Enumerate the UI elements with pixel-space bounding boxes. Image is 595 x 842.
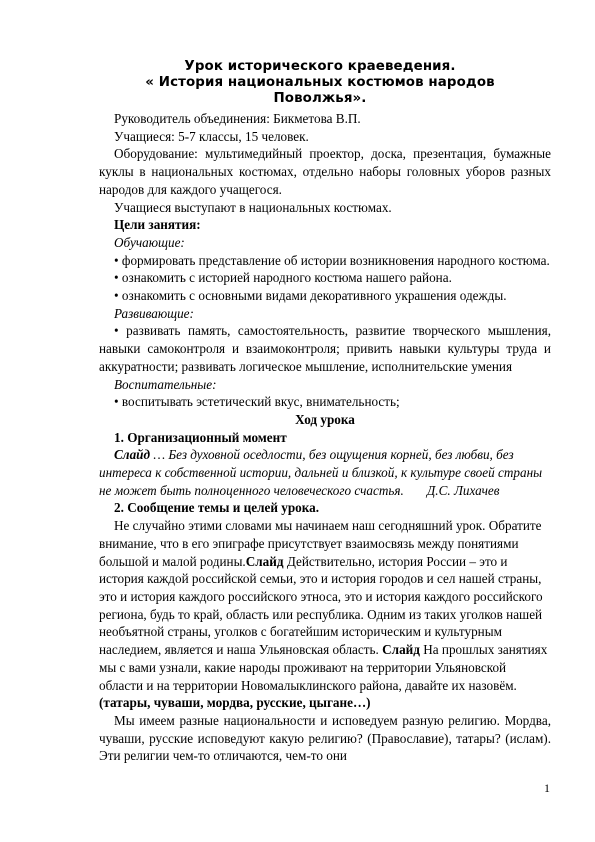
title-line-3: Поволжья». [273, 91, 367, 106]
students-line: Учащиеся: 5-7 классы, 15 человек. [114, 128, 309, 144]
document-title [140, 59, 500, 107]
section-1-heading: 1. Организационный момент [114, 429, 287, 445]
title-line-2: « История национальных костюмов народов [145, 75, 495, 90]
teaching-item-1: • формировать представление об истории возникновения народного костюма. [114, 252, 550, 268]
slide-label: Слайд [245, 553, 284, 569]
slide-label: Слайд [382, 642, 420, 658]
lesson-heading: Ход урока [295, 411, 355, 427]
page-number: 1 [544, 781, 550, 795]
section-2-text-3: На прошлых занятиях мы с вами узнали, какие народы проживают на территории Ульяновской области и на территории Новомалыклинского района, давайте их назовём. [99, 642, 548, 693]
epigraph-author: Д.С. Лихачев [426, 482, 500, 498]
epigraph-paragraph [99, 446, 551, 499]
leader-line: Руководитель объединения: Бикметова В.П. [114, 111, 361, 126]
teaching-item-2: • ознакомить с историей народного костюма нашего района. [114, 270, 452, 286]
section-2-paragraph [99, 517, 551, 712]
peoples-answer: (татары, чуваши, мордва, русские, цыгане…) [99, 695, 371, 711]
goals-heading: Цели занятия: [114, 217, 201, 233]
developing-label: Развивающие: [114, 305, 194, 321]
costumes-line: Учащиеся выступают в национальных костюмах. [114, 199, 392, 215]
slide-label: Слайд [114, 447, 151, 463]
section-2-text-1: Не случайно этими словами мы начинаем наш сегодняшний урок. Обратите внимание, что в его эпиграфе присутствует взаимосвязь между понятиями большой и малой родины. [99, 518, 542, 569]
teaching-label: Обучающие: [114, 234, 185, 250]
equipment-paragraph: Оборудование: мультимедийный проектор, доска, презентация, бумажные куклы в национальных костюмах, отдельно наборы головных уборов разных народов для каждого учащегося. [99, 146, 551, 197]
title-line-1: Урок исторического краеведения. [184, 59, 456, 74]
section-2-heading: 2. Сообщение темы и целей урока. [114, 500, 320, 516]
document-body [99, 110, 551, 765]
developing-item-1: • развивать память, самостоятельность, развитие творческого мышления, навыки самоконтроля и взаимоконтроля; привить навыки культуры труда и аккуратности; развивать логическое мышление, исполнительские умения [99, 323, 551, 374]
teaching-item-3: • ознакомить с основными видами декоративного украшения одежды. [114, 288, 507, 304]
section-2-text-2: Действительно, история России – это и история каждой российской семьи, это и история городов и сел нашей страны, это и история каждого российского этноса, это и история каждого российского региона, будь то край, область или республика. Одним из таких уголков нашей необъятной страны, уголков с богатейшим историческим и культурным наследием, является и наша Ульяновская область. [99, 553, 543, 658]
epigraph-quote: … Без духовной оседлости, без ощущения корней, без любви, без интереса к собственной истории, дальней и близкой, к культуре своей страны не может быть полноценного человеческого счастья. [99, 447, 543, 498]
educating-label: Воспитательные: [114, 376, 217, 392]
religion-paragraph: Мы имеем разные национальности и исповедуем разную религию. Мордва, чуваши, русские исповедуют какую религию? (Православие), татары? (ислам). Эти религии чем-то отличаются, чем-то они [99, 712, 551, 764]
educating-item-1: • воспитывать эстетический вкус, внимательность; [114, 394, 400, 410]
